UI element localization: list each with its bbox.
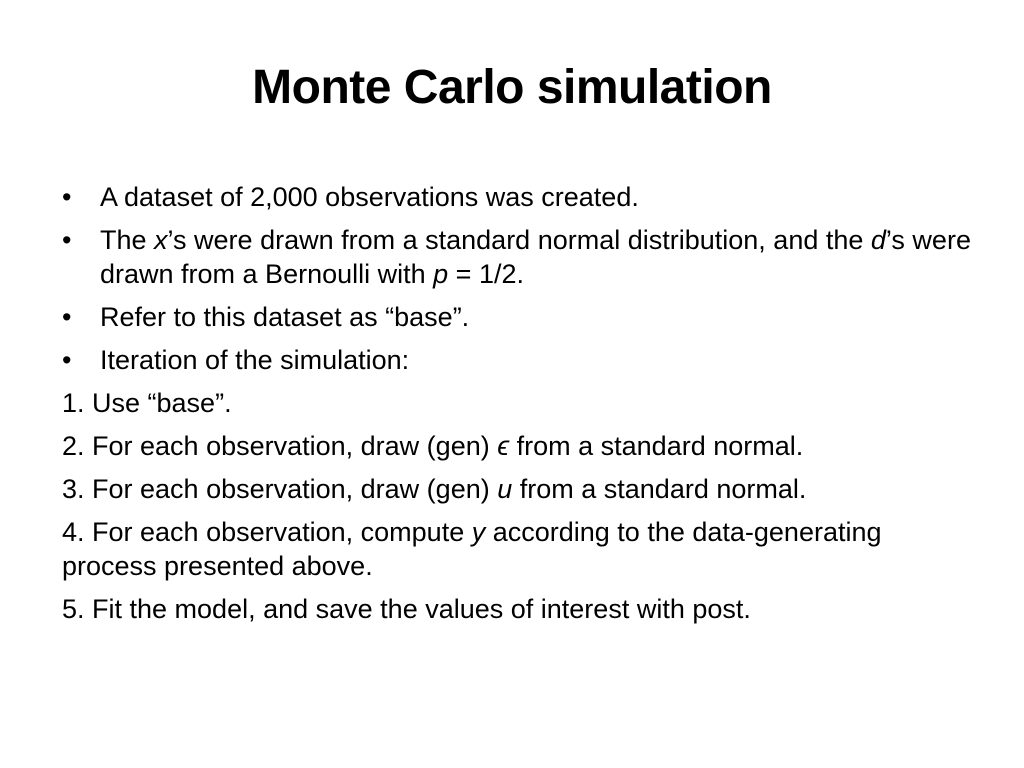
step-text: 2. For each observation, draw (gen): [62, 431, 498, 461]
step-item: [62, 592, 982, 626]
step-text: according to the data-generating process presented above.: [62, 517, 882, 581]
bullet-text: A dataset of 2,000 observations was created.: [100, 182, 639, 212]
variable-u: u: [497, 474, 513, 504]
bullet-marker: •: [62, 182, 72, 212]
bullet-item: [62, 180, 982, 214]
step-item: [62, 515, 982, 583]
step-text: 5. Fit the model, and save the values of interest with post.: [62, 594, 751, 624]
step-item: [62, 386, 982, 420]
bullet-item: [62, 300, 982, 334]
variable-epsilon: ϵ: [497, 431, 510, 461]
step-text: 4. For each observation, compute: [62, 517, 472, 547]
bullet-marker: •: [62, 225, 72, 255]
step-text: from a standard normal.: [509, 431, 804, 461]
step-text: from a standard normal.: [512, 474, 807, 504]
variable-y: y: [471, 517, 486, 547]
bullet-text: Iteration of the simulation:: [100, 345, 410, 375]
bullet-text: ’s were drawn from a Bernoulli with: [100, 225, 971, 289]
bullet-text: The: [100, 225, 155, 255]
step-item: [62, 429, 982, 463]
step-text: 3. For each observation, draw (gen): [62, 474, 498, 504]
slide-body: [62, 180, 982, 635]
bullet-marker: •: [62, 345, 72, 375]
variable-p: p: [433, 259, 449, 289]
bullet-item: [62, 223, 982, 291]
bullet-text: ’s were drawn from a standard normal distribution, and the: [167, 225, 871, 255]
bullet-marker: •: [62, 302, 72, 332]
bullet-text: = 1/2.: [448, 259, 524, 289]
step-item: [62, 472, 982, 506]
variable-d: d: [870, 225, 886, 255]
bullet-item: [62, 343, 982, 377]
variable-x: x: [154, 225, 168, 255]
slide-title: Monte Carlo simulation: [252, 61, 772, 114]
bullet-text: Refer to this dataset as “base”.: [100, 302, 470, 332]
step-text: 1. Use “base”.: [62, 388, 232, 418]
